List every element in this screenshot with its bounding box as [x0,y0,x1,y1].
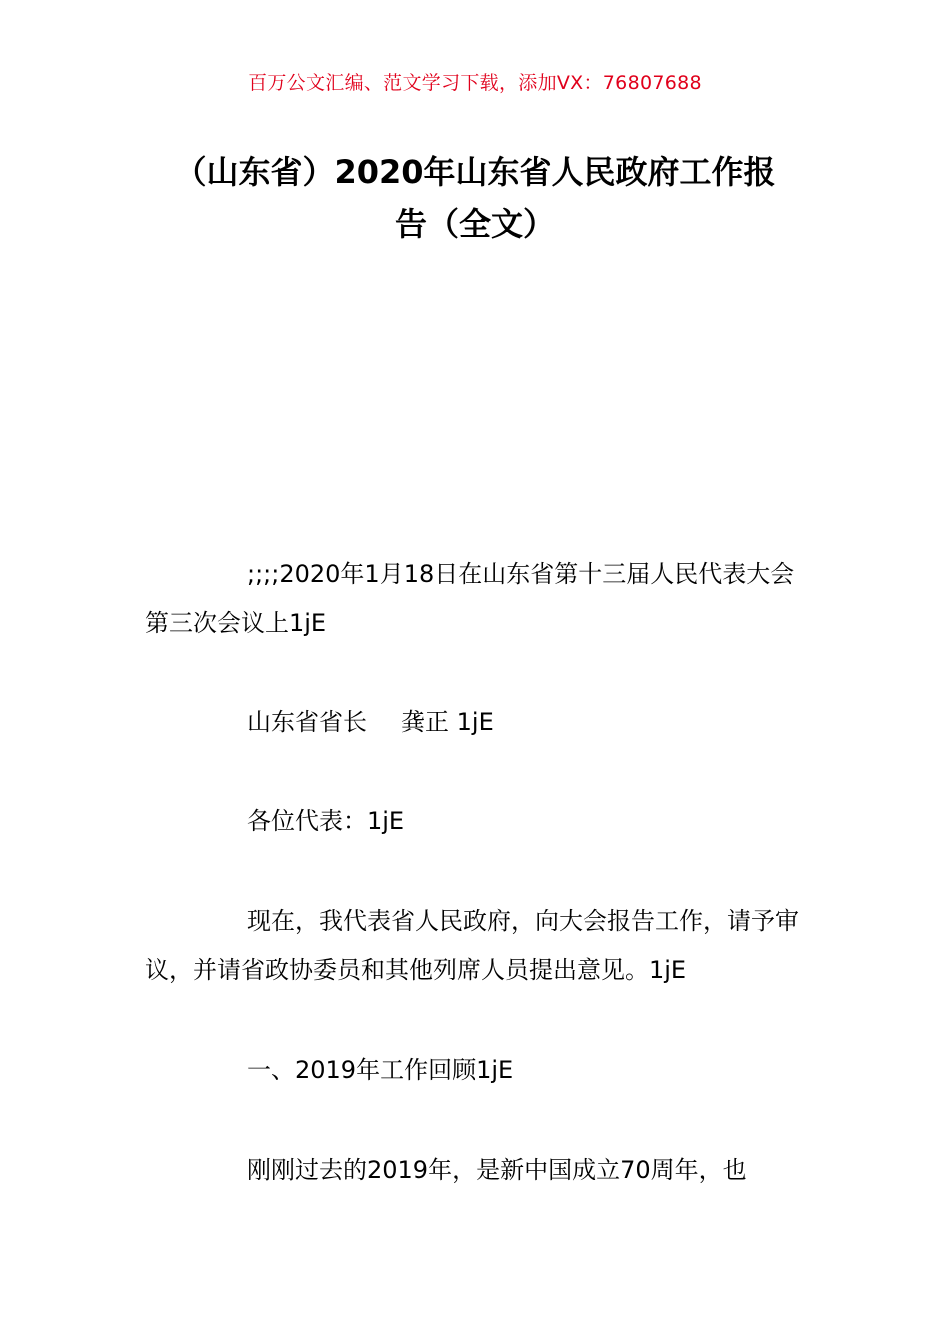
date-and-meeting-paragraph: ;;;;2020年1月18日在山东省第十三届人民代表大会第三次会议上1jE [145,560,795,637]
section-heading: 一、2019年工作回顾1jE [247,1056,514,1084]
salutation-paragraph: 各位代表：1jE [247,807,405,835]
document-title-line-2: 告（全文） [394,205,555,243]
speaker-role: 山东省省长 [247,708,367,736]
header-watermark-note: 百万公文汇编、范文学习下载，添加VX：76807688 [248,72,702,94]
speaker-name: 龚正 1jE [401,708,494,736]
intro-paragraph: 现在，我代表省人民政府，向大会报告工作，请予审议，并请省政协委员和其他列席人员提出意见。1jE [145,907,799,984]
section-body-paragraph: 刚刚过去的2019年，是新中国成立70周年，也 [247,1156,747,1184]
document-title-line-1: （山东省）2020年山东省人民政府工作报 [174,153,776,191]
document-title [130,146,820,250]
speaker-paragraph [145,698,810,747]
